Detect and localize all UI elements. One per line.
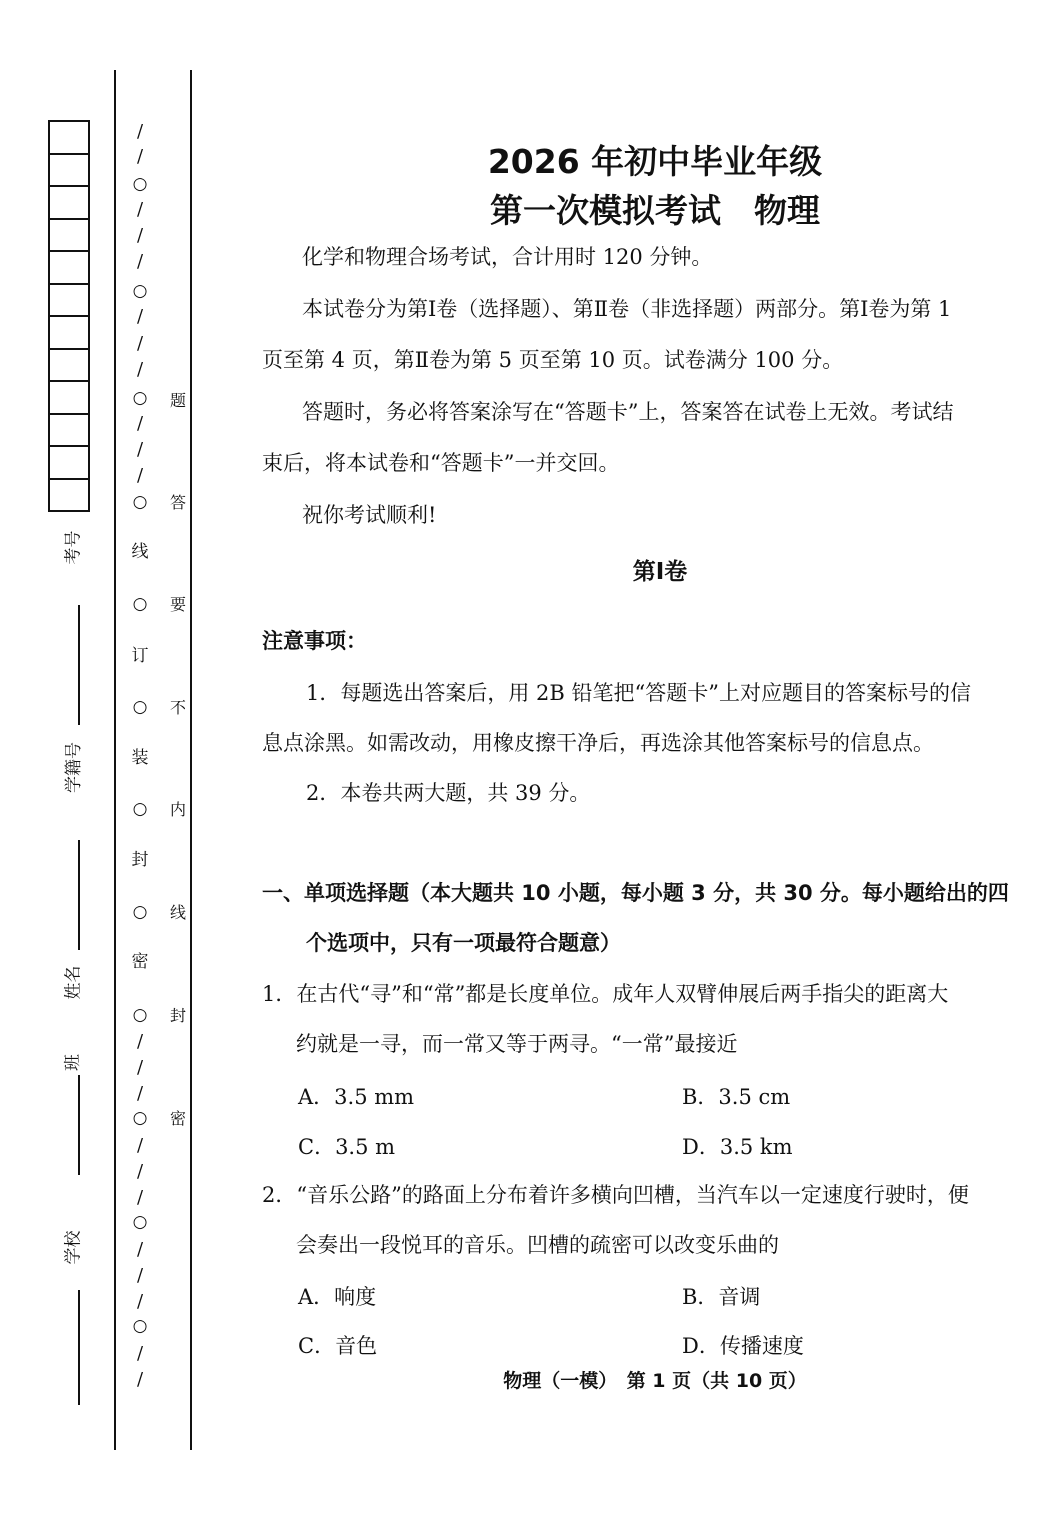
school-label: 学校	[63, 1230, 84, 1265]
option-d[interactable]: D．传播速度	[682, 1334, 804, 1358]
option-b[interactable]: B．3.5 cm	[682, 1085, 791, 1109]
class-label: 班	[63, 1054, 83, 1071]
exam-title: 2026 年初中毕业年级	[487, 142, 823, 181]
intro-line: 束后，将本试卷和“答题卡”一并交回。	[262, 451, 620, 475]
class-blank[interactable]	[78, 1075, 80, 1175]
seal-word: 装	[131, 748, 149, 768]
question-stem: 会奏出一段悦耳的音乐。凹槽的疏密可以改变乐曲的	[296, 1233, 779, 1257]
intro-line: 页至第 4 页，第Ⅱ卷为第 5 页至第 10 页。试卷满分 100 分。	[262, 348, 844, 372]
exam-number-label: 考号	[63, 530, 84, 565]
name-blank[interactable]	[78, 840, 80, 950]
binding-line-left	[114, 70, 116, 1450]
notice-heading: 注意事项：	[262, 629, 367, 653]
volume-heading: 第Ⅰ卷	[632, 559, 688, 585]
question-stem: 2．“音乐公路”的路面上分布着许多横向凹槽，当汽车以一定速度行驶时，便	[262, 1183, 969, 1207]
notice-line: 2．本卷共两大题，共 39 分。	[306, 781, 591, 805]
option-a[interactable]: A．响度	[298, 1285, 377, 1309]
seal-word: 密	[131, 952, 149, 972]
intro-line: 化学和物理合场考试，合计用时 120 分钟。	[302, 245, 713, 269]
section-heading: 个选项中，只有一项最符合题意）	[306, 931, 621, 955]
student-number-label: 学籍号	[64, 742, 84, 793]
intro-line: 本试卷分为第Ⅰ卷（选择题）、第Ⅱ卷（非选择题）两部分。第Ⅰ卷为第 1	[302, 297, 952, 321]
option-c[interactable]: C．音色	[298, 1334, 378, 1358]
notice-line: 息点涂黑。如需改动，用橡皮擦干净后，再选涂其他答案标号的信息点。	[262, 731, 934, 755]
name-label: 姓名	[63, 965, 84, 1000]
question-stem: 1．在古代“寻”和“常”都是长度单位。成年人双臂伸展后两手指尖的距离大	[262, 982, 949, 1006]
page-footer: 物理（一模） 第 1 页（共 10 页）	[503, 1370, 807, 1392]
intro-line: 祝你考试顺利!	[302, 503, 437, 527]
option-d[interactable]: D．3.5 km	[682, 1135, 793, 1159]
notice-line: 1．每题选出答案后，用 2B 铅笔把“答题卡”上对应题目的答案标号的信	[306, 681, 971, 705]
exam-subtitle: 第一次模拟考试 物理	[490, 191, 820, 230]
intro-line: 答题时，务必将答案涂写在“答题卡”上，答案答在试卷上无效。考试结	[302, 400, 954, 424]
exam-number-boxes[interactable]	[48, 120, 90, 512]
seal-word: 封	[131, 850, 149, 870]
school-blank[interactable]	[78, 1290, 80, 1405]
question-stem: 约就是一寻，而一常又等于两寻。“一常”最接近	[296, 1032, 738, 1056]
binding-line-right	[190, 70, 192, 1450]
option-c[interactable]: C．3.5 m	[298, 1135, 396, 1159]
seal-word: 线	[131, 542, 149, 562]
option-b[interactable]: B．音调	[682, 1285, 761, 1309]
option-a[interactable]: A．3.5 mm	[298, 1085, 415, 1109]
section-heading: 一、单项选择题（本大题共 10 小题，每小题 3 分，共 30 分。每小题给出的四	[262, 881, 1009, 905]
seal-word: 订	[131, 646, 149, 666]
student-number-blank[interactable]	[78, 605, 80, 725]
